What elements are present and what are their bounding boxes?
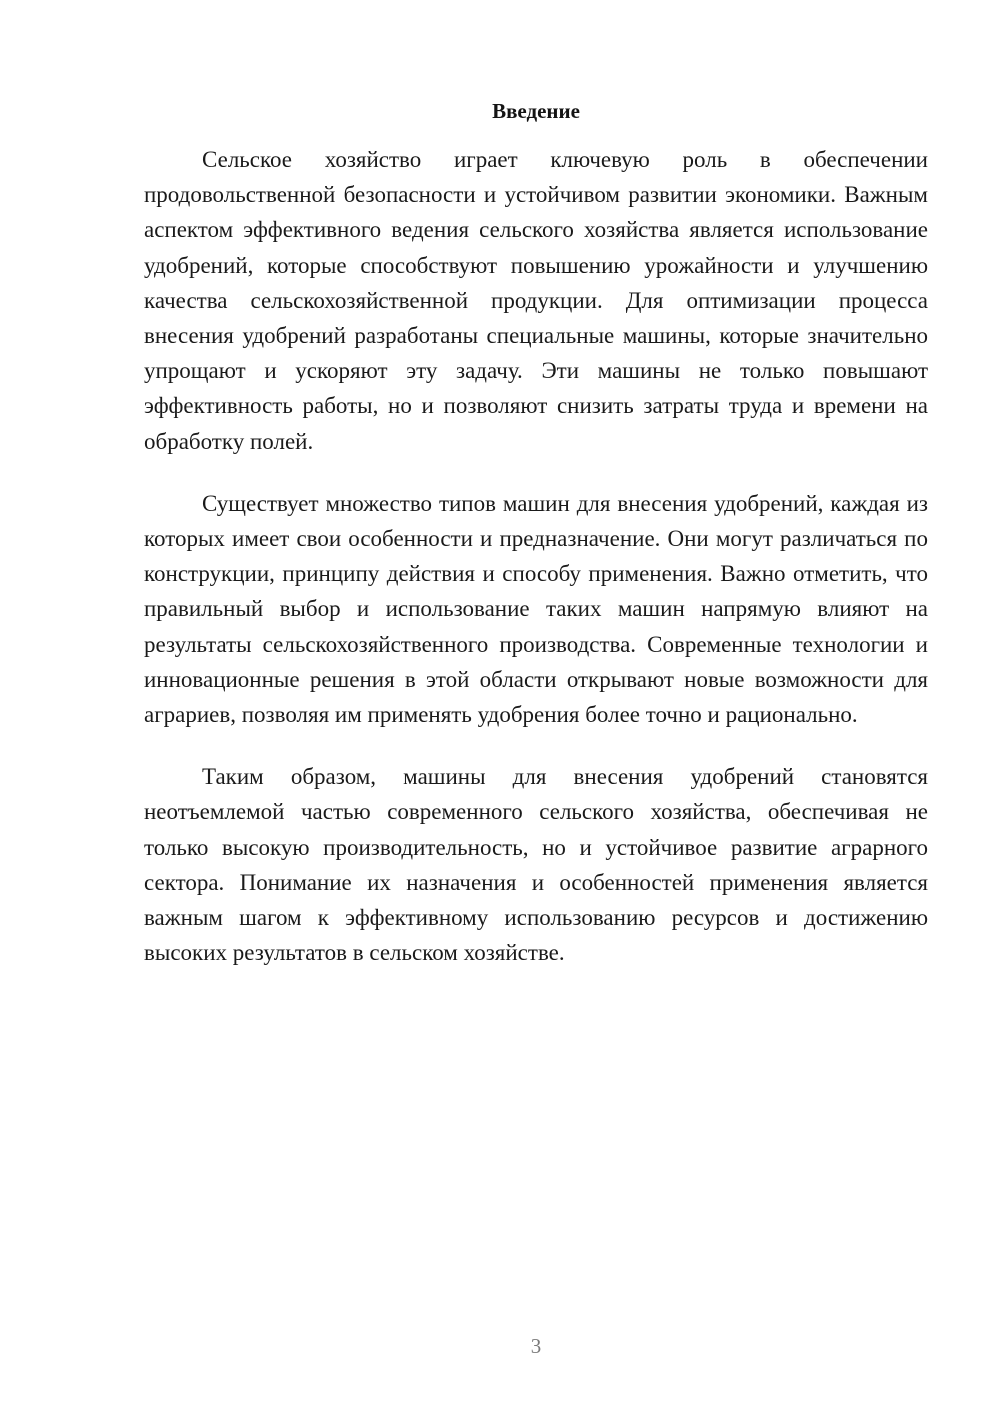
page-number: 3 xyxy=(530,1334,542,1358)
paragraph-1: Сельское хозяйство играет ключевую роль в обеспечении продовольственной безопасности и устойчивом развитии экономики. Важным аспектом эффективного ведения сельского хозяйства является использование удобрений, которые способствуют повышению урожайности и улучшению качества сельскохозяйственной продукции. Для оптимизации процесса внесения удобрений разработаны специальные машины, которые значительно упрощают и ускоряют эту задачу. Эти машины не только повышают эффективность работы, но и позволяют снизить затраты труда и времени на обработку полей. xyxy=(144,147,928,454)
paragraph-3: Таким образом, машины для внесения удобрений становятся неотъемлемой частью современного сельского хозяйства, обеспечивая не только высокую производительность, но и устойчивое развитие аграрного сектора. Понимание их назначения и особенностей применения является важным шагом к эффективному использованию ресурсов и достижению высоких результатов в сельском хозяйстве. xyxy=(144,764,928,966)
page-title: Введение xyxy=(492,99,580,123)
body-text xyxy=(144,142,928,997)
paragraph-2: Существует множество типов машин для внесения удобрений, каждая из которых имеет свои особенности и предназначение. Они могут различаться по конструкции, принципу действия и способу применения. Важно отметить, что правильный выбор и использование таких машин напрямую влияют на результаты сельскохозяйственного производства. Современные технологии и инновационные решения в этой области открывают новые возможности для аграриев, позволяя им применять удобрения более точно и рационально. xyxy=(144,490,928,728)
